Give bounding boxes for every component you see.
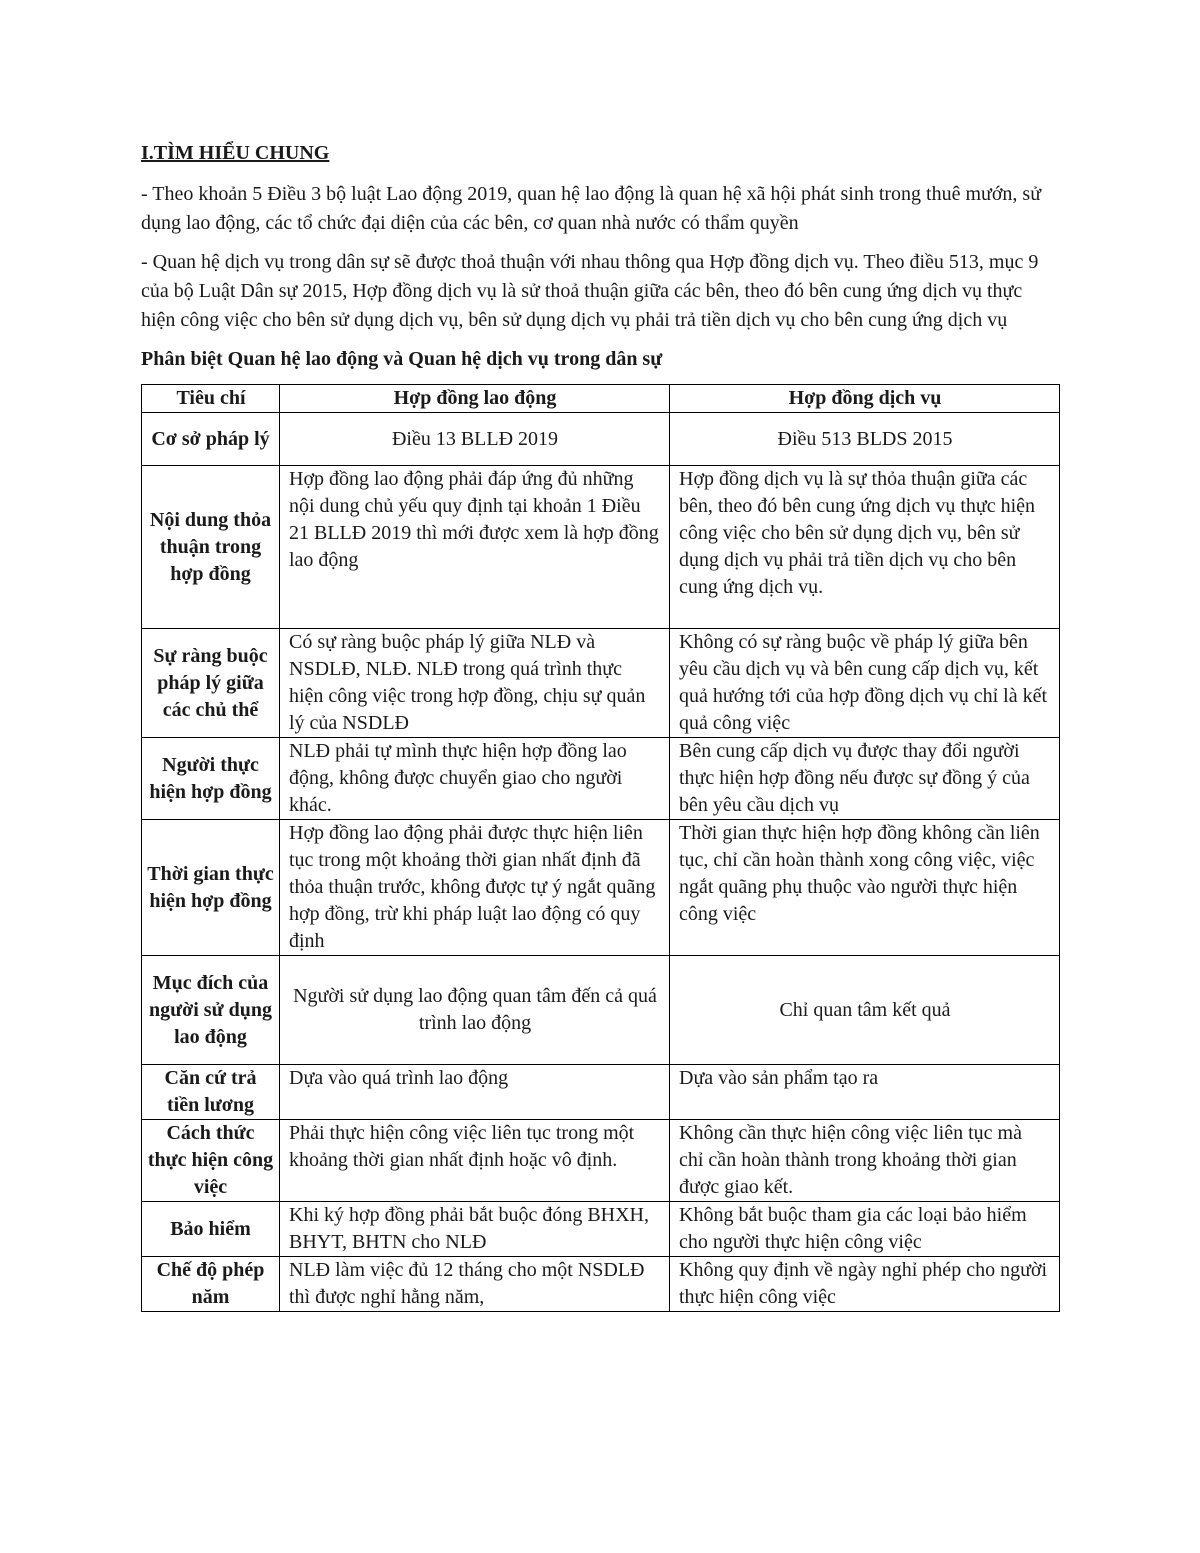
section-heading: I.TÌM HIỂU CHUNG [141, 142, 330, 164]
table-row [142, 1065, 1060, 1120]
criterion-cell: Người thực hiện hợp đồng [142, 738, 280, 820]
table-row [142, 738, 1060, 820]
service-cell: Thời gian thực hiện hợp đồng không cần liên tục, chỉ cần hoàn thành xong công việc, việc ngắt quãng phụ thuộc vào người thực hiện công việc [670, 820, 1060, 956]
header-service-contract: Hợp đồng dịch vụ [670, 385, 1060, 413]
labor-cell: Phải thực hiện công việc liên tục trong một khoảng thời gian nhất định hoặc vô định. [280, 1120, 670, 1202]
criterion-cell: Mục đích của người sử dụng lao động [142, 956, 280, 1065]
labor-cell: Dựa vào quá trình lao động [280, 1065, 670, 1120]
service-cell: Không quy định về ngày nghỉ phép cho người thực hiện công việc [670, 1257, 1060, 1312]
criterion-cell: Cách thức thực hiện công việc [142, 1120, 280, 1202]
table-caption: Phân biệt Quan hệ lao động và Quan hệ dịch vụ trong dân sự [141, 348, 663, 370]
paragraph-labor-relation: - Theo khoản 5 Điều 3 bộ luật Lao động 2019, quan hệ lao động là quan hệ xã hội phát sinh trong thuê mướn, sử dụng lao động, các tổ chức đại diện của các bên, cơ quan nhà nước có thẩm quyền [141, 183, 1042, 234]
service-cell: Không cần thực hiện công việc liên tục mà chỉ cần hoàn thành trong khoảng thời gian được giao kết. [670, 1120, 1060, 1202]
table-row [142, 1120, 1060, 1202]
criterion-cell: Thời gian thực hiện hợp đồng [142, 820, 280, 956]
table-row [142, 413, 1060, 466]
service-cell: Điều 513 BLDS 2015 [670, 413, 1060, 466]
labor-cell: NLĐ làm việc đủ 12 tháng cho một NSDLĐ thì được nghỉ hằng năm, [280, 1257, 670, 1312]
table-header-row [142, 385, 1060, 413]
comparison-table [141, 384, 1060, 1312]
header-criterion: Tiêu chí [142, 385, 280, 413]
table-row [142, 956, 1060, 1065]
table-row [142, 820, 1060, 956]
table-row [142, 1257, 1060, 1312]
paragraph-service-relation: - Quan hệ dịch vụ trong dân sự sẽ được thoả thuận với nhau thông qua Hợp đồng dịch vụ. Theo điều 513, mục 9 của bộ Luật Dân sự 2015, Hợp đồng dịch vụ là sử thoả thuận giữa các bên, theo đó bên cung ứng dịch vụ thực hiện công việc cho bên sử dụng dịch vụ, bên sử dụng dịch vụ phải trả tiền dịch vụ cho bên cung ứng dịch vụ [141, 251, 1039, 331]
service-cell: Hợp đồng dịch vụ là sự thỏa thuận giữa các bên, theo đó bên cung ứng dịch vụ thực hiện công việc cho bên sử dụng dịch vụ, bên sử dụng dịch vụ phải trả tiền dịch vụ cho bên cung ứng dịch vụ. [670, 466, 1060, 629]
document-page [141, 140, 1059, 1312]
criterion-cell: Chế độ phép năm [142, 1257, 280, 1312]
labor-cell: Hợp đồng lao động phải đáp ứng đủ những nội dung chủ yếu quy định tại khoản 1 Điều 21 BLLĐ 2019 thì mới được xem là hợp đồng lao động [280, 466, 670, 629]
labor-cell: Người sử dụng lao động quan tâm đến cả quá trình lao động [280, 956, 670, 1065]
labor-cell: Khi ký hợp đồng phải bắt buộc đóng BHXH, BHYT, BHTN cho NLĐ [280, 1202, 670, 1257]
service-cell: Chỉ quan tâm kết quả [670, 956, 1060, 1065]
criterion-cell: Cơ sở pháp lý [142, 413, 280, 466]
service-cell: Không có sự ràng buộc về pháp lý giữa bên yêu cầu dịch vụ và bên cung cấp dịch vụ, kết quả hướng tới của hợp đồng dịch vụ chỉ là kết quả công việc [670, 629, 1060, 738]
service-cell: Dựa vào sản phẩm tạo ra [670, 1065, 1060, 1120]
criterion-cell: Căn cứ trả tiền lương [142, 1065, 280, 1120]
criterion-cell: Nội dung thỏa thuận trong hợp đồng [142, 466, 280, 629]
table-row [142, 1202, 1060, 1257]
labor-cell: Hợp đồng lao động phải được thực hiện liên tục trong một khoảng thời gian nhất định đã thỏa thuận trước, không được tự ý ngắt quãng hợp đồng, trừ khi pháp luật lao động có quy định [280, 820, 670, 956]
header-labor-contract: Hợp đồng lao động [280, 385, 670, 413]
labor-cell: Có sự ràng buộc pháp lý giữa NLĐ và NSDLĐ, NLĐ. NLĐ trong quá trình thực hiện công việc trong hợp đồng, chịu sự quản lý của NSDLĐ [280, 629, 670, 738]
service-cell: Bên cung cấp dịch vụ được thay đổi người thực hiện hợp đồng nếu được sự đồng ý của bên yêu cầu dịch vụ [670, 738, 1060, 820]
criterion-cell: Bảo hiểm [142, 1202, 280, 1257]
criterion-cell: Sự ràng buộc pháp lý giữa các chủ thể [142, 629, 280, 738]
table-row [142, 466, 1060, 629]
service-cell: Không bắt buộc tham gia các loại bảo hiểm cho người thực hiện công việc [670, 1202, 1060, 1257]
table-row [142, 629, 1060, 738]
labor-cell: Điều 13 BLLĐ 2019 [280, 413, 670, 466]
labor-cell: NLĐ phải tự mình thực hiện hợp đồng lao động, không được chuyển giao cho người khác. [280, 738, 670, 820]
